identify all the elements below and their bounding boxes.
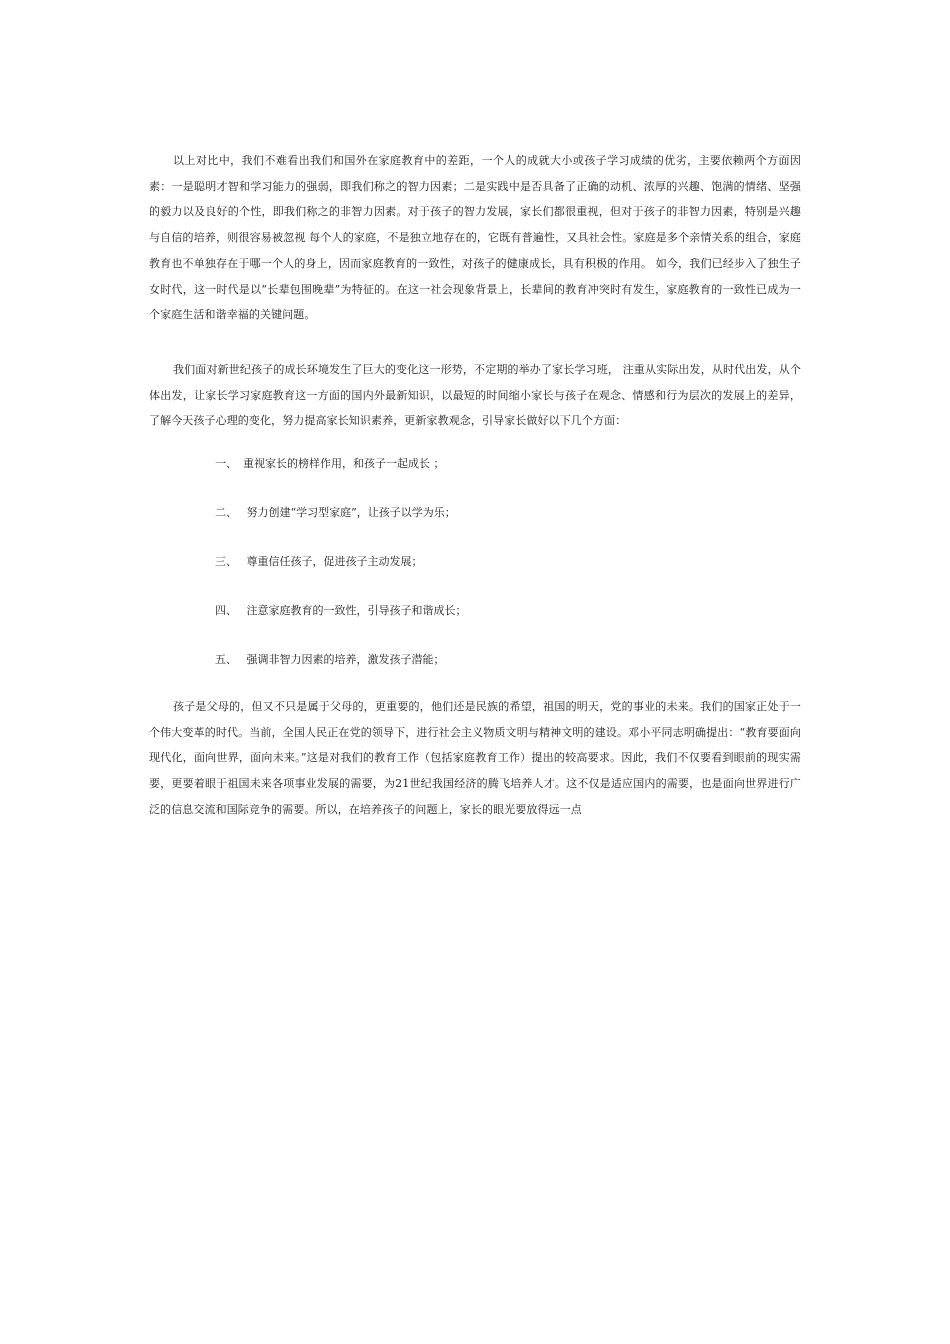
document-page: [149, 148, 801, 823]
list-item: [149, 456, 801, 472]
list-item-number: 二、: [215, 506, 237, 520]
list-item-text: 注意家庭教育的一致性，引导孩子和谐成长；: [243, 604, 467, 618]
list-item: [149, 603, 801, 619]
guidance-list: [149, 456, 801, 668]
list-item: [149, 652, 801, 668]
list-item: [149, 505, 801, 521]
paragraph-parent-class: 我们面对新世纪孩子的成长环境发生了巨大的变化这一形势，不定期的举办了家长学习班， 注重从实际出发，从时代出发，从个体出发，让家长学习家庭教育这一方面的国内外最新知识，以最短的时间缩小家长与孩子在观念、情感和行为层次的发展上的差异， 了解今天孩子心理的变化，努力提高家长知识素养，更新家教观念，引导家长做好以下几个方面：: [149, 362, 801, 428]
paragraph-comparison: 以上对比中，我们不难看出我们和国外在家庭教育中的差距，一个人的成就大小或孩子学习成绩的优劣，主要依赖两个方面因素：一是聪明才智和学习能力的强弱，即我们称之的智力因素；二是实践中是否具备了正确的动机、浓厚的兴趣、饱满的情绪、坚强的毅力以及良好的个性，即我们称之的非智力因素。对于孩子的智力发展，家长们都很重视，但对于孩子的非智力因素，特别是兴趣与自信的培养，则很容易被忽视 每个人的家庭，不是独立地存在的，它既有普遍性，又具社会性。家庭是多个亲情关系的组合，家庭教育也不单独存在于哪一个人的身上，因而家庭教育的一致性，对孩子的健康成长，具有积极的作用。 如今，我们已经步入了独生子女时代，这一时代是以“长辈包围晚辈”为特征的。在这一社会现象背景上，长辈间的教育冲突时有发生，家庭教育的一致性已成为一个家庭生活和谐幸福的关键问题。: [149, 154, 801, 322]
paragraph-future: 孩子是父母的，但又不只是属于父母的，更重要的，他们还是民族的希望，祖国的明天，党的事业的未来。我们的国家正处于一个伟大变革的时代。当前，全国人民正在党的领导下，进行社会主义物质文明与精神文明的建设。邓小平同志明确提出：“教育要面向现代化，面向世界，面向未来。”这是对我们的教育工作（包括家庭教育工作）提出的较高要求。因此，我们不仅要看到眼前的现实需要，更要着眼于祖国未来各项事业发展的需要，为21世纪我国经济的腾飞培养人才。这不仅是适应国内的需要，也是面向世界进行广泛的信息交流和国际竞争的需要。所以，在培养孩子的问题上，家长的眼光要放得远一点: [149, 700, 801, 816]
list-item-text: 重视家长的榜样作用，和孩子一起成长 ；: [243, 457, 445, 471]
list-item-text: 尊重信任孩子，促进孩子主动发展；: [243, 555, 423, 569]
list-item-text: 努力创建“学习型家庭”，让孩子以学为乐；: [243, 506, 456, 520]
list-item-text: 强调非智力因素的培养，激发孩子潜能；: [243, 653, 445, 667]
list-item-number: 一、: [215, 457, 237, 471]
list-item-number: 四、: [215, 604, 237, 618]
list-item: [149, 554, 801, 570]
list-item-number: 五、: [215, 653, 237, 667]
list-item-number: 三、: [215, 555, 237, 569]
